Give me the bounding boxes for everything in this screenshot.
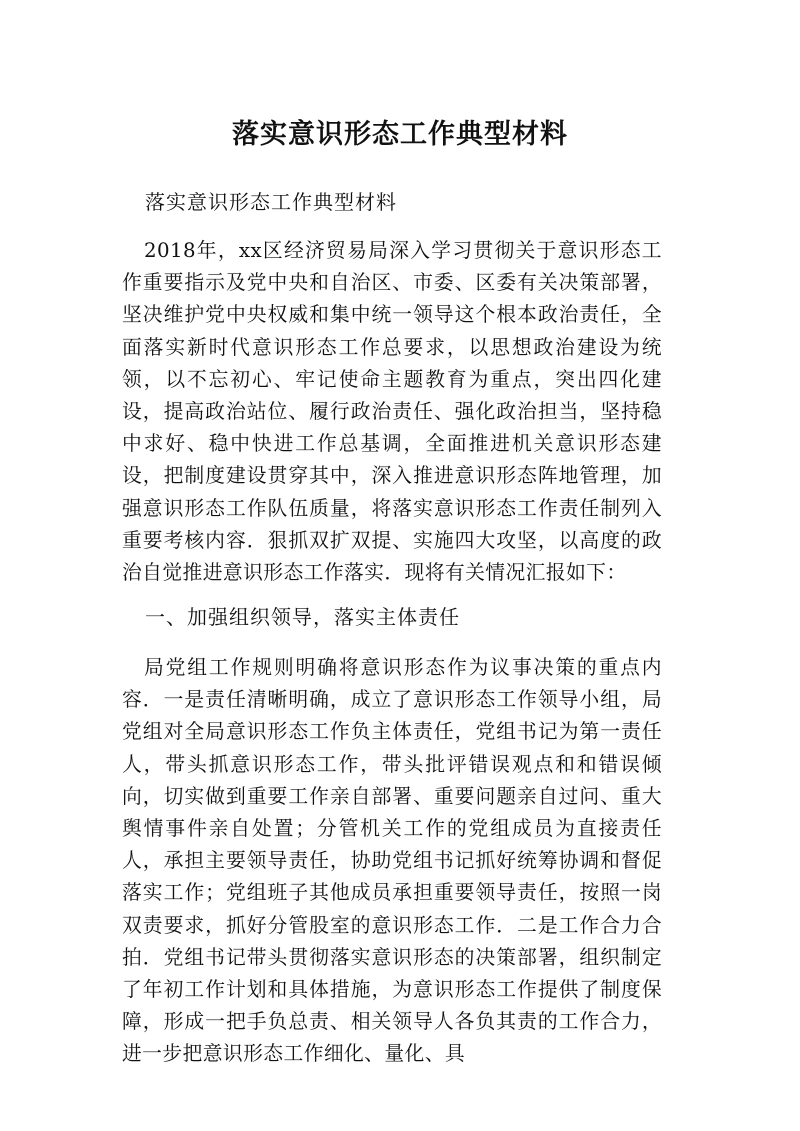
- section-heading-1: 一、加强组织领导，落实主体责任: [145, 605, 460, 629]
- document-subtitle: 落实意识形态工作典型材料: [145, 190, 397, 214]
- paragraph-section-1: 局党组工作规则明确将意识形态作为议事决策的重点内容．一是责任清晰明确，成立了意识形态工作领导小组，局党组对全局意识形态工作负主体责任，党组书记为第一责任人，带头抓意识形态工作，带头批评错误观点和和错误倾向，切实做到重要工作亲自部署、重要问题亲自过问、重大舆情事件亲自处置；分管机关工作的党组成员为直接责任人，承担主要领导责任，协助党组书记抓好统筹协调和督促落实工作；党组班子其他成员承担重要领导责任，按照一岗双责要求，抓好分管股室的意识形态工作．二是工作合力合拍．党组书记带头贯彻落实意识形态的决策部署，组织制定了年初工作计划和具体措施，为意识形态工作提供了制度保障，形成一把手负总责、相关领导人各负其责的工作合力，进一步把意识形态工作细化、量化、具: [122, 656, 662, 1066]
- paragraph-intro: 2018年，xx区经济贸易局深入学习贯彻关于意识形态工作重要指示及党中央和自治区、市委、区委有关决策部署，坚决维护党中央权威和集中统一领导这个根本政治责任，全面落实新时代意识形态工作总要求，以思想政治建设为统领，以不忘初心、牢记使命主题教育为重点，突出四化建设，提高政治站位、履行政治责任、强化政治担当，坚持稳中求好、稳中快进工作总基调，全面推进机关意识形态建设，把制度建设贯穿其中，深入推进意识形态阵地管理，加强意识形态工作队伍质量，将落实意识形态工作责任制列入重要考核内容．狠抓双扩双提、实施四大攻坚，以高度的政治自觉推进意识形态工作落实．现将有关情况汇报如下：: [122, 239, 662, 585]
- document-title: 落实意识形态工作典型材料: [232, 119, 568, 150]
